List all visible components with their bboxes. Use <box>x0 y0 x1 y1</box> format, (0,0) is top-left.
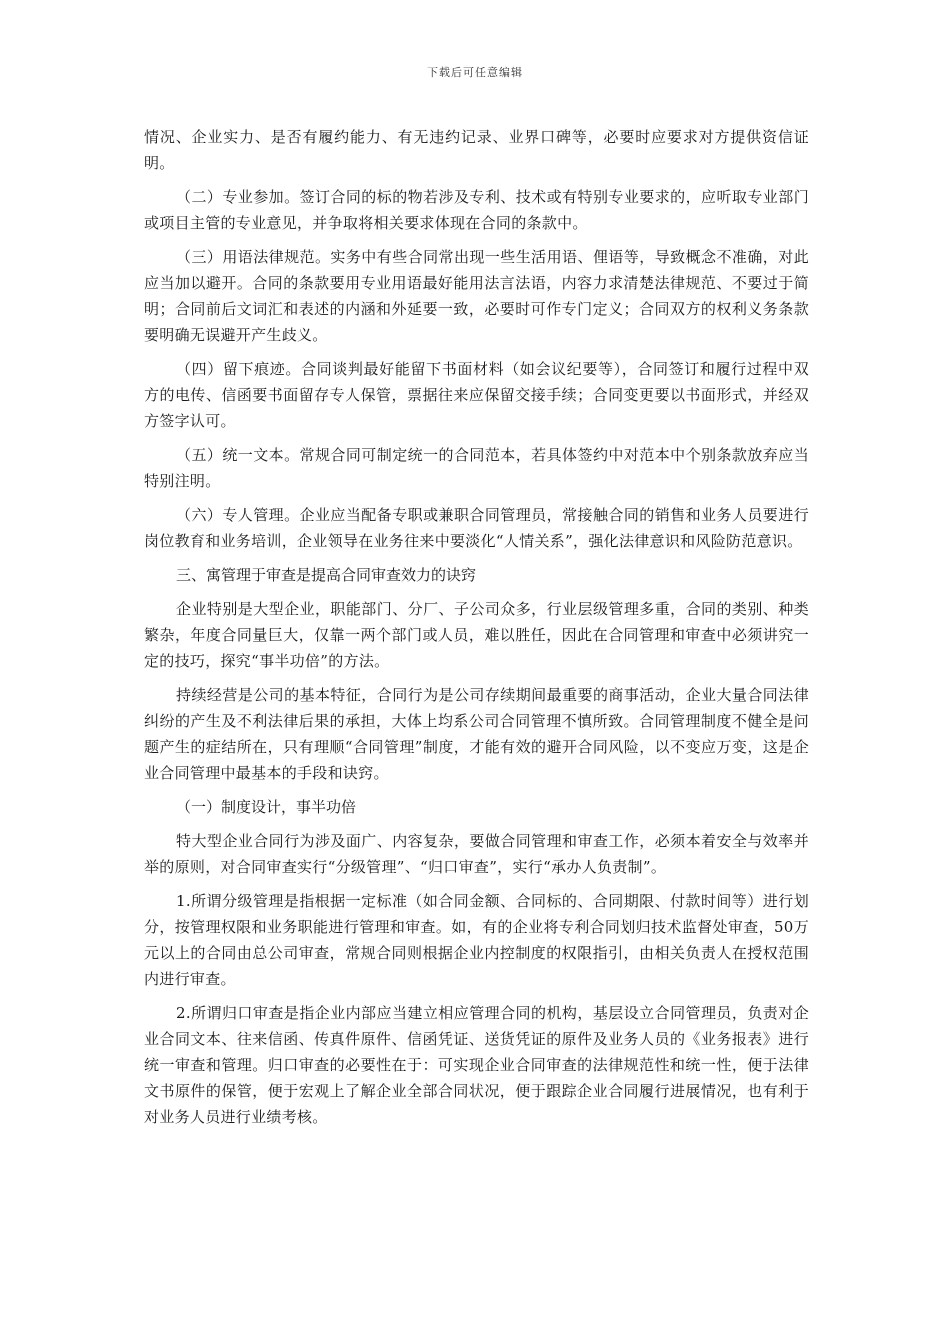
document-body <box>144 124 809 1138</box>
subsection-heading-system-design: （一）制度设计，事半功倍 <box>176 798 357 816</box>
paragraph-continuation: 情况、企业实力、是否有履约能力、有无违约记录、业界口碑等，必要时应要求对方提供资信证明。 <box>144 128 809 172</box>
paragraph-centralized-review: 2.所谓归口审查是指企业内部应当建立相应管理合同的机构，基层设立合同管理员，负责对企业合同文本、往来信函、传真件原件、信函凭证、送货凭证的原件及业务人员的《业务报表》进行统一审查和管理。归口审查的必要性在于：可实现企业合同审查的法律规范性和统一性，便于法律文书原件的保管，便于宏观上了解企业全部合同状况，便于跟踪企业合同履行进展情况，也有利于对业务人员进行业绩考核。 <box>144 1004 809 1126</box>
paragraph-legal-language: （三）用语法律规范。实务中有些合同常出现一些生活用语、俚语等，导致概念不准确，对此应当加以避开。合同的条款要用专业用语最好能用法言法语，内容力求清楚法律规范、不要过于简明；合同前后文词汇和表述的内涵和外延要一致，必要时可作专门定义；合同双方的权利义务条款要明确无误避开产生歧义。 <box>144 248 809 344</box>
paragraph-review-principles: 特大型企业合同行为涉及面广、内容复杂，要做合同管理和审查工作，必须本着安全与效率并举的原则，对合同审查实行“分级管理”、“归口审查”，实行“承办人负责制”。 <box>144 832 809 876</box>
section-heading-three: 三、寓管理于审查是提高合同审查效力的诀窍 <box>176 566 477 584</box>
paragraph-tiered-management: 1.所谓分级管理是指根据一定标准（如合同金额、合同标的、合同期限、付款时间等）进行划分，按管理权限和业务职能进行管理和审查。如，有的企业将专利合同划归技术监督处审查，50万元以上的合同由总公司审查，常规合同则根据企业内控制度的权限指引，由相关负责人在授权范围内进行审查。 <box>144 892 809 988</box>
header-note: 下载后可任意编辑 <box>427 66 523 79</box>
paragraph-large-enterprise: 企业特别是大型企业，职能部门、分厂、子公司众多，行业层级管理多重，合同的类别、种类繁杂，年度合同量巨大，仅靠一两个部门或人员，难以胜任，因此在合同管理和审查中必须讲究一定的技巧，探究“事半功倍”的方法。 <box>144 600 809 670</box>
paragraph-professional-participation: （二）专业参加。签订合同的标的物若涉及专利、技术或有特别专业要求的，应听取专业部门或项目主管的专业意见，并争取将相关要求体现在合同的条款中。 <box>144 188 809 232</box>
paragraph-going-concern: 持续经营是公司的基本特征，合同行为是公司存续期间最重要的商事活动，企业大量合同法律纠纷的产生及不利法律后果的承担，大体上均系公司合同管理不慎所致。合同管理制度不健全是问题产生的症结所在，只有理顺“合同管理”制度，才能有效的避开合同风险，以不变应万变，这是企业合同管理中最基本的手段和诀窍。 <box>144 686 809 782</box>
paragraph-leave-traces: （四）留下痕迹。合同谈判最好能留下书面材料（如会议纪要等），合同签订和履行过程中双方的电传、信函要书面留存专人保管，票据往来应保留交接手续；合同变更要以书面形式，并经双方签字认可。 <box>144 360 809 430</box>
paragraph-unified-text: （五）统一文本。常规合同可制定统一的合同范本，若具体签约中对范本中个别条款放弃应当特别注明。 <box>144 446 809 490</box>
paragraph-dedicated-management: （六）专人管理。企业应当配备专职或兼职合同管理员，常接触合同的销售和业务人员要进行岗位教育和业务培训，企业领导在业务往来中要淡化“人情关系”，强化法律意识和风险防范意识。 <box>144 506 809 550</box>
